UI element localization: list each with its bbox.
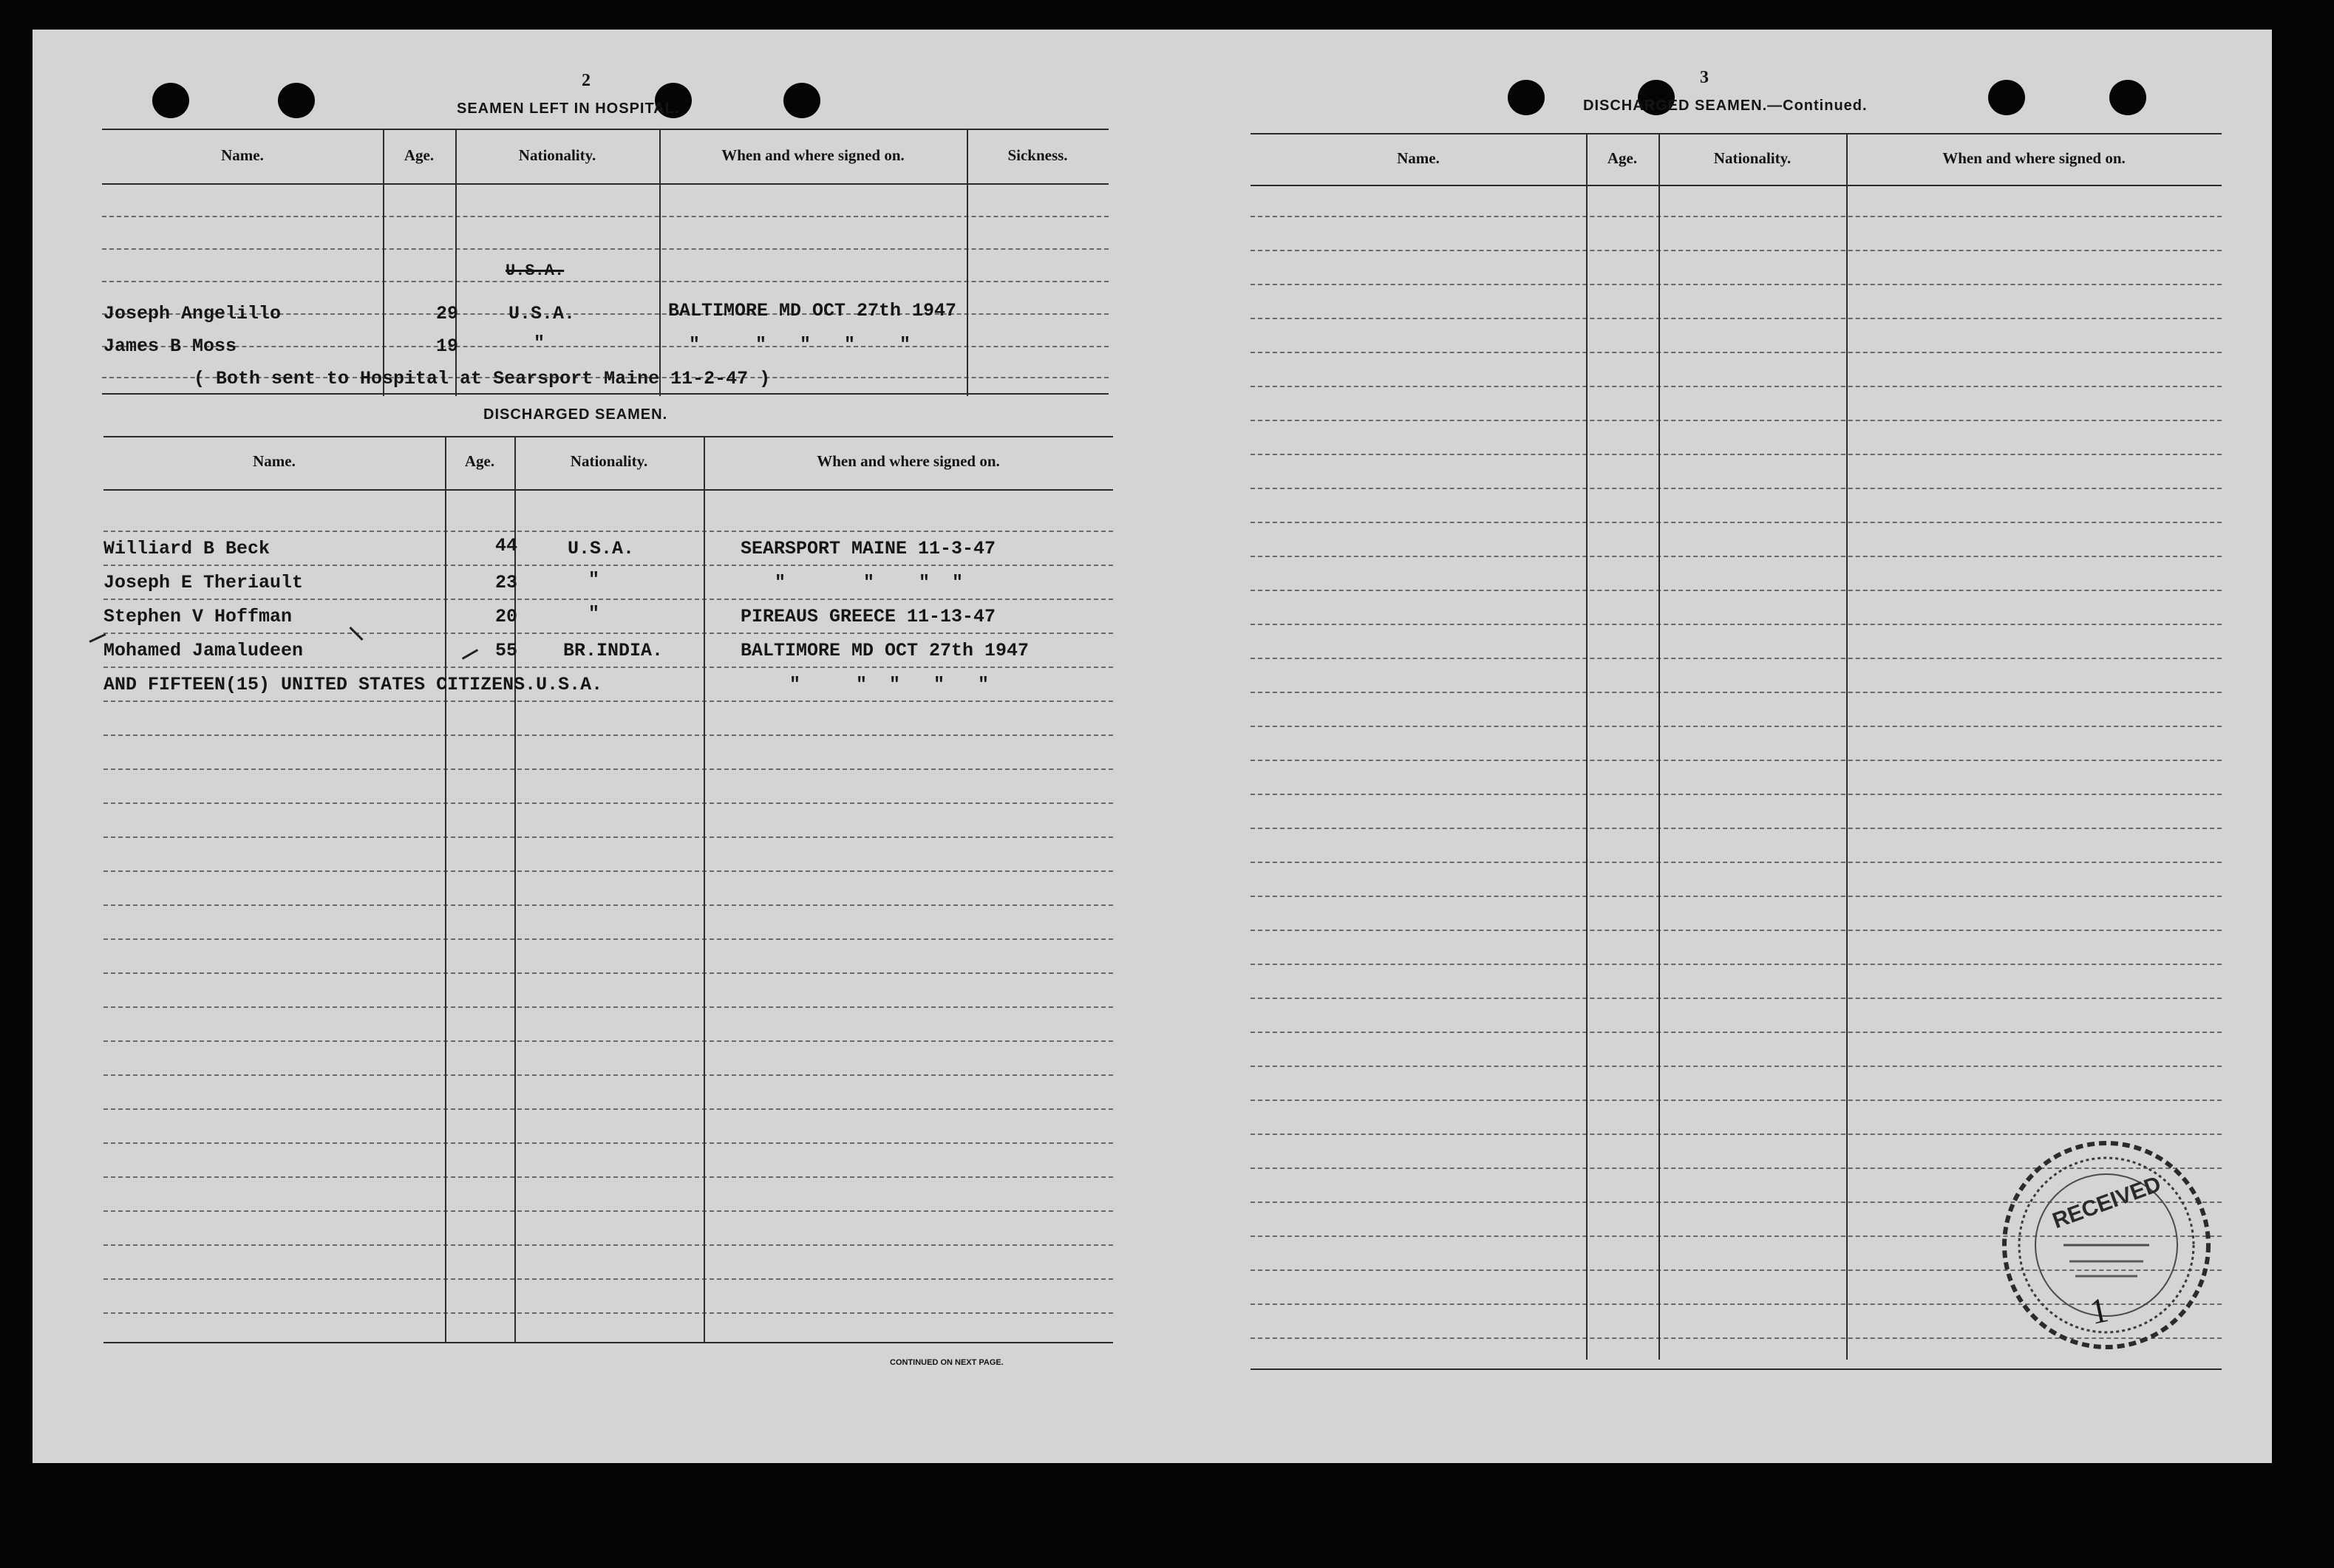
column-header-age: Age. [404,146,435,164]
discharged-row-4-signed-on: BALTIMORE MD OCT 27th 1947 [741,640,1030,661]
punch-hole [278,83,315,118]
discharged-row-3-nationality: " [588,603,600,624]
received-stamp [1996,1134,2217,1356]
hospital-row-1-age: 29 [436,303,459,324]
hospital-table [102,129,1109,396]
column-header-signed-on: When and where signed on. [721,146,905,164]
discharged-summary-line: AND FIFTEEN(15) UNITED STATES CITIZENS.U.S.A. [103,674,603,695]
punch-hole [1988,80,2025,115]
stamp-handwritten-note: 1 [2086,1290,2112,1332]
hospital-row-1-nationality: U.S.A. [508,303,576,324]
discharged-row-1-name: Williard B Beck [103,538,271,559]
discharged-row-3-name: Stephen V Hoffman [103,606,293,627]
column-header-signed-on: When and where signed on. [1942,149,2126,167]
hospital-row-1-name: Joseph Angelillo [103,303,282,324]
discharged-table [103,436,1113,1374]
column-header-nationality: Nationality. [570,452,648,470]
document-sheet [33,30,2272,1463]
page-number: 3 [1700,68,1709,87]
discharged-row-1-nationality: U.S.A. [568,538,635,559]
discharged-row-3-signed-on: PIREAUS GREECE 11-13-47 [741,606,996,627]
hospital-row-1-signed-on: BALTIMORE MD OCT 27th 1947 [668,300,957,321]
column-header-name: Name. [221,146,264,164]
hospital-row-2-name: James B Moss [103,335,237,357]
struck-out-text: U.S.A. [506,262,565,280]
discharged-row-2-signed-on: " " " " [775,572,964,593]
hospital-note: ( Both sent to Hospital at Searsport Maine 11-2-47 ) [194,368,771,389]
column-header-signed-on: When and where signed on. [817,452,1000,470]
discharged-row-2-age: 23 [495,572,518,593]
punch-hole [783,83,820,118]
column-header-age: Age. [1607,149,1638,167]
discharged-row-4-age: 55 [495,640,518,661]
discharged-continued-title: DISCHARGED SEAMEN.—Continued. [1583,98,1868,114]
discharged-row-4-name: Mohamed Jamaludeen [103,640,304,661]
hospital-section-title: SEAMEN LEFT IN HOSPITAL. [457,100,680,117]
column-header-nationality: Nationality. [518,146,596,164]
page-number: 2 [582,71,591,90]
discharged-row-2-nationality: " [588,569,600,590]
discharged-row-4-nationality: BR.INDIA. [563,640,664,661]
column-header-sickness: Sickness. [1007,146,1068,164]
column-header-nationality: Nationality. [1713,149,1792,167]
discharged-row-2-name: Joseph E Theriault [103,572,304,593]
hospital-row-2-signed-on: " " " " " [689,334,911,355]
discharged-row-3-age: 20 [495,606,518,627]
column-header-age: Age. [464,452,495,470]
hospital-row-2-age: 19 [436,335,459,357]
punch-hole [1508,80,1545,115]
punch-hole [152,83,189,118]
discharged-row-1-age: 44 [495,535,518,556]
continued-footer: CONTINUED ON NEXT PAGE. [890,1358,1004,1367]
column-header-name: Name. [253,452,296,470]
stamp-received-text: RECEIVED [2049,1171,2165,1234]
punch-hole [2109,80,2146,115]
column-header-name: Name. [1397,149,1440,167]
right-page [1156,30,2272,1463]
discharged-summary-ditto: " " " " " [789,674,990,695]
left-page [33,30,1156,1463]
hospital-row-2-nationality: " [534,333,545,354]
discharged-section-title: DISCHARGED SEAMEN. [483,406,668,423]
discharged-row-1-signed-on: SEARSPORT MAINE 11-3-47 [741,538,996,559]
check-mark [462,649,478,660]
